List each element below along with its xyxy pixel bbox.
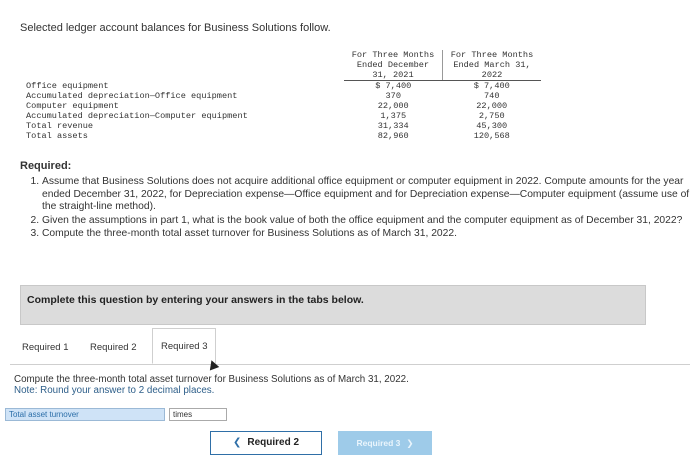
row-label: Computer equipment (26, 101, 119, 111)
requirement-item: 2. Given the assumptions in part 1, what is the book value of both the office equipment and the computer equipment as of December 31, 2022? (42, 215, 700, 228)
requirement-item: 3. Compute the three-month total asset turnover for Business Solutions as of March 31, 2022. (42, 228, 700, 241)
required-heading: Required: (20, 160, 72, 172)
row-value-mar-2022: 22,000 (476, 101, 508, 111)
panel-instruction: Compute the three-month total asset turnover for Business Solutions as of March 31, 2022. Note: Round your answer to 2 decimal places. (14, 374, 409, 396)
row-label: Accumulated depreciation—Office equipment (26, 91, 238, 101)
requirements-list (24, 176, 700, 242)
ledger-table (26, 50, 541, 141)
table-row (26, 101, 541, 111)
table-row (26, 81, 541, 92)
next-button-label: Required 3 (356, 438, 401, 448)
tab-required-2[interactable]: Required 2 (90, 342, 137, 353)
row-value-mar-2022: 740 (484, 91, 500, 101)
table-row (26, 121, 541, 131)
row-value-mar-2022: $ 7,400 (473, 81, 510, 91)
row-value-mar-2022: 2,750 (478, 111, 505, 121)
answer-unit-label: times (173, 410, 193, 419)
row-value-mar-2022: 120,568 (473, 131, 510, 141)
row-value-dec-2021: 22,000 (377, 101, 409, 111)
row-value-mar-2022: 45,300 (476, 121, 508, 131)
row-value-dec-2021: 370 (385, 91, 401, 101)
row-value-dec-2021: 1,375 (380, 111, 407, 121)
row-label: Accumulated depreciation—Computer equipment (26, 111, 248, 121)
table-row (26, 91, 541, 101)
tab-required-3[interactable]: Required 3 (152, 328, 216, 364)
row-value-dec-2021: 31,334 (377, 121, 409, 131)
tab-bar (10, 328, 690, 365)
answer-label: Total asset turnover (5, 408, 165, 421)
instructions-banner-text: Complete this question by entering your answers in the tabs below. (27, 294, 364, 306)
previous-button[interactable] (210, 431, 322, 455)
column-header-dec-2021: For Three Months Ended December 31, 2021 (344, 50, 443, 81)
table-row (26, 111, 541, 121)
column-header-mar-2022: For Three Months Ended March 31, 2022 (443, 50, 542, 81)
row-value-dec-2021: 82,960 (377, 131, 409, 141)
row-label: Office equipment (26, 80, 109, 91)
table-row (26, 131, 541, 141)
next-button[interactable] (338, 431, 432, 455)
chevron-right-icon: ❯ (406, 438, 414, 448)
total-asset-turnover-input[interactable] (169, 408, 227, 421)
row-value-dec-2021: $ 7,400 (375, 81, 412, 91)
row-label: Total revenue (26, 121, 94, 131)
instructions-banner (20, 285, 646, 325)
tab-required-1[interactable]: Required 1 (22, 342, 69, 353)
previous-button-label: Required 2 (247, 437, 300, 448)
row-label: Total assets (26, 131, 88, 141)
requirement-item: 1. Assume that Business Solutions does not acquire additional office equipment or computer equipment in 2022. Compute amounts for the year ended December 31, 2022, for Depreciation expense—Office equipment and for Depreciation expense—Computer equipment (assume use of the straight-line method). (42, 176, 700, 214)
chevron-left-icon: ❮ (232, 437, 242, 448)
intro-text: Selected ledger account balances for Business Solutions follow. (20, 22, 331, 34)
rounding-note: Note: Round your answer to 2 decimal places. (14, 385, 215, 396)
